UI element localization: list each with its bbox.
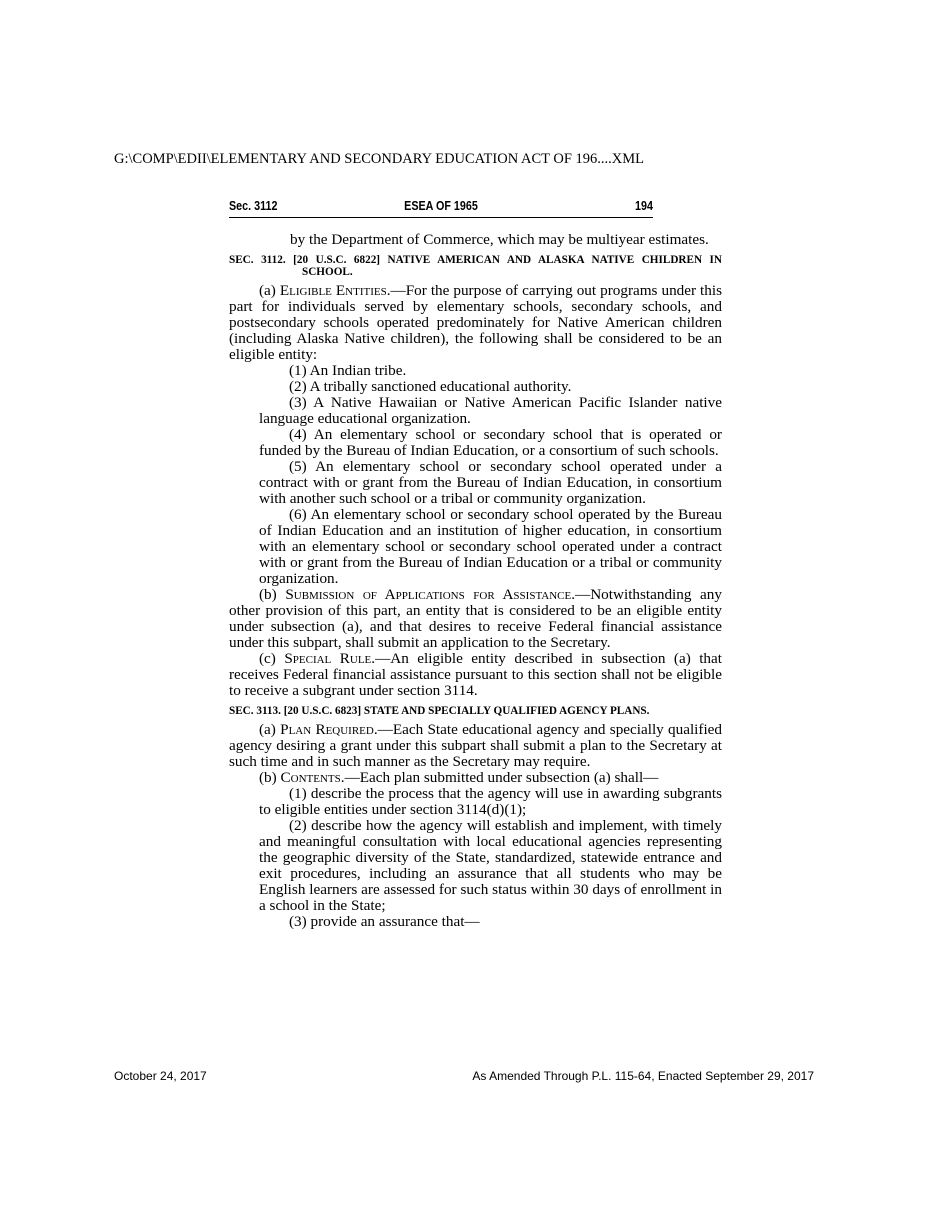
list-item: (6) An elementary school or secondary school operated by the Bureau of Indian Education and an institution of higher education, in consortium with an elementary school or secondary school operated under a contract with or grant from the Bureau of Indian Education or a tribal or community organization. [259, 506, 722, 587]
subsection-3112-c: (c) Special Rule.—An eligible entity described in subsection (a) that receives Federal financial assistance pursuant to this section shall not be eligible to receive a subgrant under section 3114. [229, 650, 722, 699]
subsection-3112-b: (b) Submission of Applications for Assistance.—Notwithstanding any other provision of this part, an entity that is considered to be an eligible entity under subsection (a), and that desires to receive Federal financial assistance under this subpart, shall submit an application to the Secretary. [229, 586, 722, 651]
subsection-3112-a: (a) Eligible Entities.—For the purpose of carrying out programs under this part for individuals served by elementary schools, secondary schools, and postsecondary schools operated predominately for Native American children (including Alaska Native children), the following shall be considered to be an eligible entity: [229, 282, 722, 363]
subsection-title: Plan Required. [280, 721, 378, 738]
subsection-3113-b: (b) Contents.—Each plan submitted under subsection (a) shall— [259, 769, 659, 786]
running-head-title: ESEA OF 1965 [404, 199, 478, 213]
list-item: (2) A tribally sanctioned educational authority. [289, 378, 572, 395]
continuation-text: by the Department of Commerce, which may be multiyear estimates. [290, 231, 709, 248]
list-item: (2) describe how the agency will establish and implement, with timely and meaningful consultation with local educational agencies representing the geographic diversity of the State, standardized, statewide entrance and exit procedures, including an assurance that all students who may be English learners are assessed for such status within 30 days of enrollment in a school in the State; [259, 817, 722, 914]
list-item: (3) A Native Hawaiian or Native American Pacific Islander native language educational organization. [259, 394, 722, 427]
section-3113-heading: SEC. 3113. [20 U.S.C. 6823] STATE AND SPECIALLY QUALIFIED AGENCY PLANS. [229, 705, 650, 717]
list-item: (3) provide an assurance that— [289, 913, 480, 930]
subsection-title: Special Rule. [284, 650, 376, 667]
running-head [229, 198, 653, 218]
list-item: (4) An elementary school or secondary school that is operated or funded by the Bureau of Indian Education, or a consortium of such schools. [259, 426, 722, 459]
running-head-section: Sec. 3112 [229, 199, 278, 213]
footer-amended-note: As Amended Through P.L. 115-64, Enacted September 29, 2017 [472, 1069, 814, 1083]
section-3112-heading: SEC. 3112. [20 U.S.C. 6822] NATIVE AMERICAN AND ALASKA NATIVE CHILDREN IN SCHOOL. [229, 254, 722, 278]
list-item: (5) An elementary school or secondary school operated under a contract with or grant from the Bureau of Indian Education, in consortium with another such school or a tribal or community organization. [259, 458, 722, 507]
subsection-title: Submission of Applications for Assistance. [285, 586, 576, 603]
page-number: 194 [635, 199, 653, 213]
subsection-title: Eligible Entities. [279, 282, 391, 299]
file-path: G:\COMP\EDII\ELEMENTARY AND SECONDARY EDUCATION ACT OF 196....XML [114, 151, 644, 167]
document-body [229, 232, 722, 930]
footer-date: October 24, 2017 [114, 1069, 207, 1083]
list-item: (1) describe the process that the agency will use in awarding subgrants to eligible entities under section 3114(d)(1); [259, 785, 722, 818]
subsection-3113-a: (a) Plan Required.—Each State educational agency and specially qualified agency desiring a grant under this subpart shall submit a plan to the Secretary at such time and in such manner as the Secretary may require. [229, 721, 722, 770]
list-item: (1) An Indian tribe. [289, 362, 407, 379]
subsection-title: Contents. [280, 769, 345, 786]
